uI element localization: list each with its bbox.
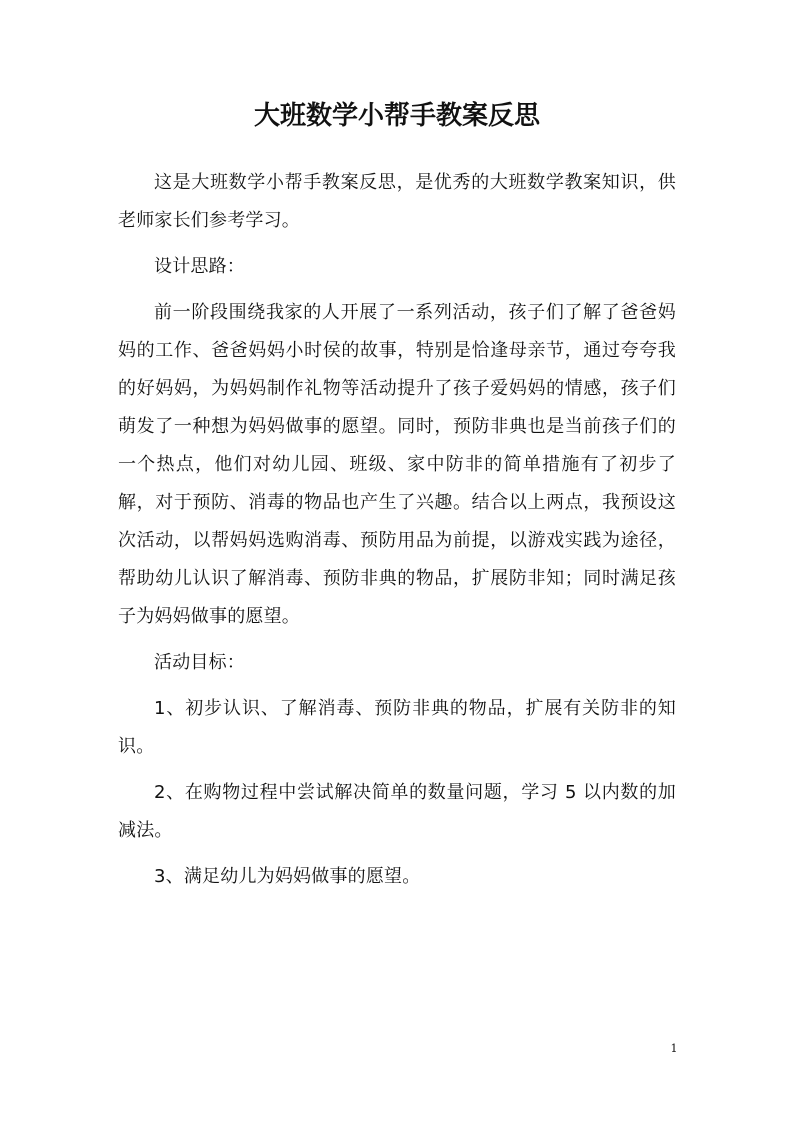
goal-item-2: 2、在购物过程中尝试解决简单的数量问题，学习 5 以内数的加减法。 (118, 782, 676, 841)
design-heading: 设计思路： (154, 256, 245, 277)
document-title: 大班数学小帮手教案反思 (253, 101, 540, 131)
document-body (118, 164, 676, 904)
design-paragraph: 前一阶段围绕我家的人开展了一系列活动，孩子们了解了爸爸妈妈的工作、爸爸妈妈小时侯的故事，特别是恰逢母亲节，通过夸夸我的好妈妈，为妈妈制作礼物等活动提升了孩子爱妈妈的情感，孩子们萌发了一种想为妈妈做事的愿望。同时，预防非典也是当前孩子们的一个热点，他们对幼儿园、班级、家中防非的简单措施有了初步了解，对于预防、消毒的物品也产生了兴趣。结合以上两点，我预设这次活动，以帮妈妈选购消毒、预防用品为前提，以游戏实践为途径，帮助幼儿认识了解消毒、预防非典的物品，扩展防非知；同时满足孩子为妈妈做事的愿望。 (118, 302, 676, 627)
goal-item-1: 1、初步认识、了解消毒、预防非典的物品，扩展有关防非的知识。 (118, 698, 676, 757)
goal-item-3: 3、满足幼儿为妈妈做事的愿望。 (154, 866, 421, 887)
page-number: 1 (670, 1042, 678, 1055)
goals-heading: 活动目标： (154, 652, 245, 673)
intro-paragraph: 这是大班数学小帮手教案反思，是优秀的大班数学教案知识，供老师家长们参考学习。 (118, 172, 676, 231)
